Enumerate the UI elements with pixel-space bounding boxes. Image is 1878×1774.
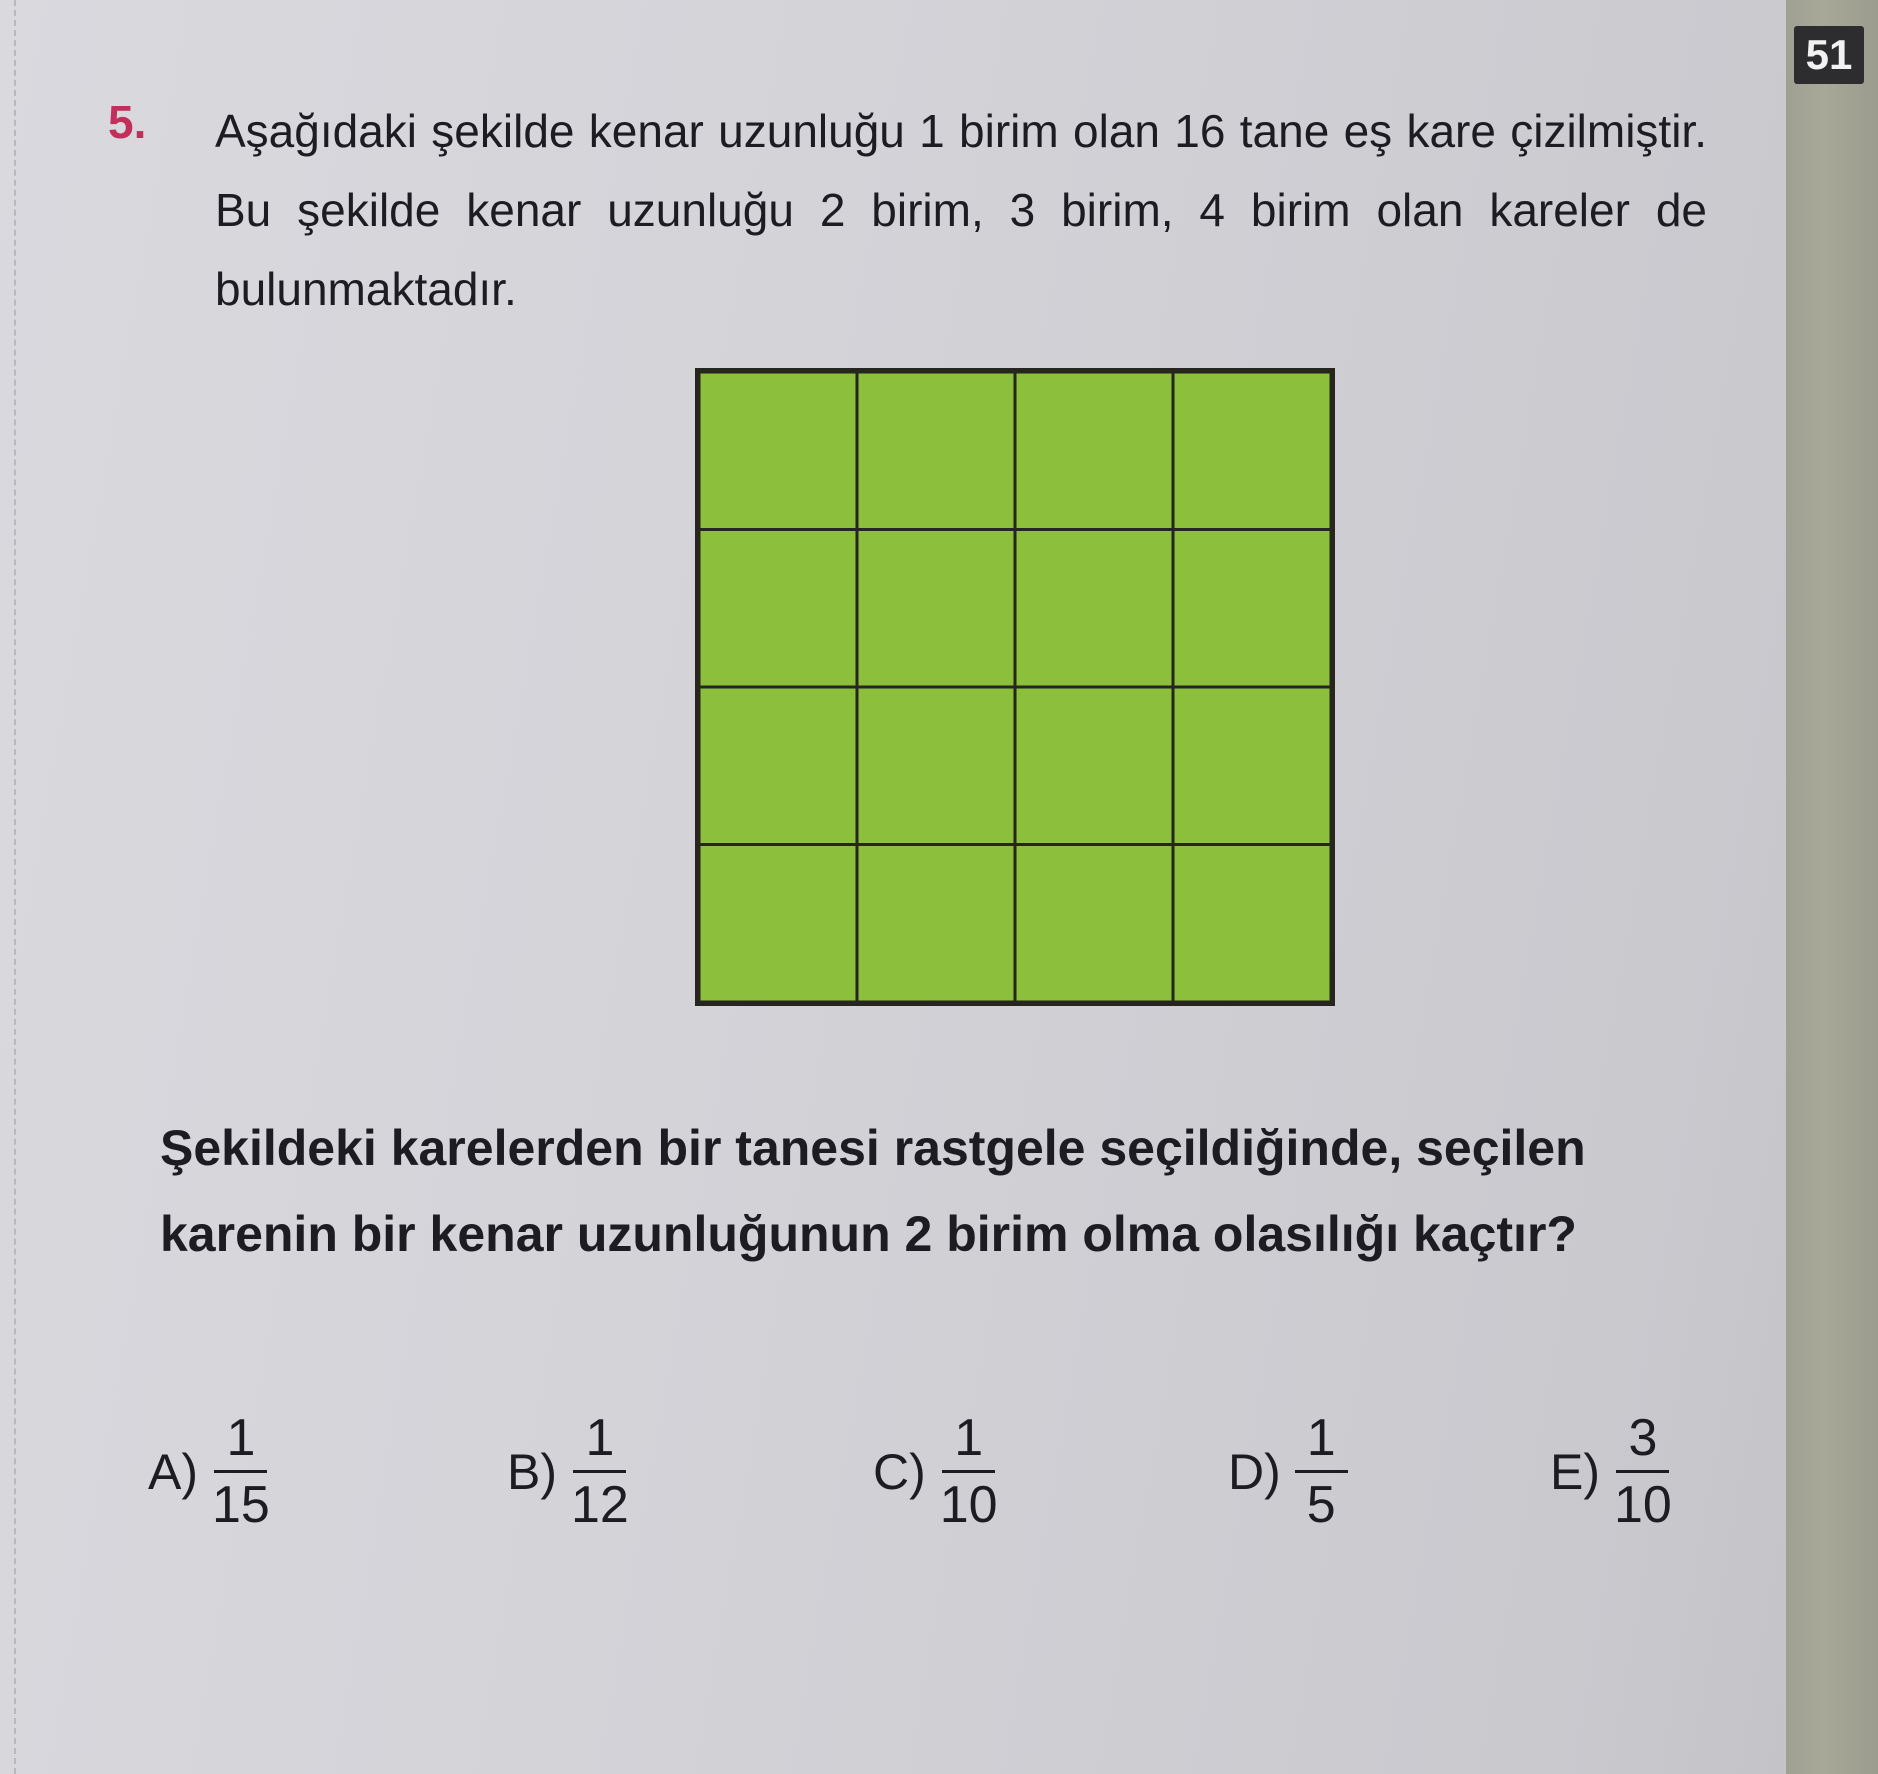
option-d[interactable] — [1228, 1410, 1348, 1533]
option-c[interactable] — [873, 1410, 998, 1533]
unit-square — [699, 687, 857, 845]
option-b[interactable] — [507, 1410, 629, 1533]
unit-square — [1173, 845, 1331, 1003]
unit-square — [1173, 372, 1331, 530]
page-number: 51 — [1794, 26, 1864, 84]
unit-square — [1015, 845, 1173, 1003]
unit-square — [699, 372, 857, 530]
option-letter: B) — [507, 1443, 557, 1500]
question-number: 5. — [108, 96, 147, 148]
unit-square — [857, 372, 1015, 530]
answer-options — [0, 1410, 1878, 1560]
option-letter: D) — [1228, 1443, 1281, 1500]
denominator: 10 — [939, 1476, 998, 1534]
fraction — [1614, 1410, 1672, 1533]
unit-square — [857, 845, 1015, 1003]
option-a[interactable] — [148, 1410, 270, 1533]
unit-square — [699, 530, 857, 688]
numerator: 1 — [1295, 1410, 1348, 1473]
unit-square — [1173, 687, 1331, 845]
fraction — [212, 1410, 270, 1533]
grid-lines — [699, 372, 1331, 1002]
unit-square — [1015, 372, 1173, 530]
numerator: 1 — [214, 1410, 267, 1473]
question-text: Şekildeki karelerden bir tanesi rastgele seçildiğinde, seçilen karenin bir kenar uzunluğunun 2 birim olma olasılığı kaçtır? — [160, 1120, 1586, 1262]
unit-square — [857, 530, 1015, 688]
option-e[interactable] — [1550, 1410, 1672, 1533]
problem-intro: Aşağıdaki şekilde kenar uzunluğu 1 birim olan 16 tane eş kare çizilmiştir. Bu şekilde kenar uzunluğu 2 birim, 3 birim, 4 birim olan kareler de bulunmaktadır. — [215, 105, 1707, 315]
unit-square — [857, 687, 1015, 845]
fraction — [940, 1410, 998, 1533]
numerator: 1 — [942, 1410, 995, 1473]
denominator: 5 — [1306, 1476, 1336, 1534]
option-letter: A) — [148, 1443, 198, 1500]
fraction — [571, 1410, 629, 1533]
option-letter: E) — [1550, 1443, 1600, 1500]
numerator: 3 — [1616, 1410, 1669, 1473]
denominator: 12 — [571, 1476, 629, 1534]
unit-square — [1173, 530, 1331, 688]
denominator: 10 — [1614, 1476, 1672, 1534]
fraction — [1295, 1410, 1348, 1533]
unit-square — [1015, 530, 1173, 688]
unit-square — [699, 845, 857, 1003]
square-grid-figure — [695, 368, 1335, 1006]
denominator: 15 — [212, 1476, 270, 1534]
unit-square — [1015, 687, 1173, 845]
numerator: 1 — [573, 1410, 626, 1473]
option-letter: C) — [873, 1443, 926, 1500]
